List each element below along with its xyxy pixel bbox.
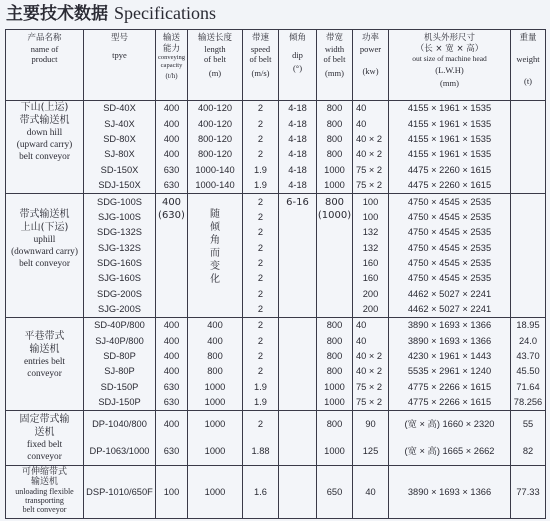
cell-weight [511, 272, 545, 285]
col-width [317, 411, 353, 466]
col-speed [243, 318, 279, 411]
col-width [317, 101, 353, 194]
col-weight [511, 466, 546, 519]
cell-width: (1000) [317, 210, 352, 222]
cell-size: (宽 × 高) 1665 × 2662 [404, 446, 495, 457]
cell-weight: 82 [522, 446, 534, 457]
cell-size: 4750 × 4545 × 2535 [407, 196, 492, 207]
cell-weight [511, 102, 545, 115]
cell-size: 4230 × 1961 × 1443 [407, 351, 492, 362]
cell-length: 随 [210, 209, 220, 221]
col-size [389, 194, 511, 318]
col-dip [279, 411, 317, 466]
cell-power: 125 [362, 446, 379, 457]
cell-power: 132 [362, 227, 379, 238]
col-length [188, 194, 243, 318]
header-weight: 重量 weight (t) [511, 30, 546, 101]
col-dip [279, 318, 317, 411]
cell-speed: 2 [257, 227, 264, 238]
header-model: 型号 tpye [84, 30, 156, 101]
cell-size: 3890 × 1693 × 1366 [407, 320, 492, 331]
cell-speed: 1.88 [251, 446, 270, 457]
cell-width: 800 [324, 197, 345, 209]
cell-size: 4475 × 2260 × 1615 [407, 180, 492, 191]
cell-weight [511, 303, 545, 316]
cell-power: 40 [356, 118, 367, 129]
cell-width: 800 [326, 366, 343, 377]
cell-length: 400 [207, 335, 223, 346]
cell-size: 4750 × 4545 × 2535 [407, 273, 492, 284]
group-name-downhill: 下山(上运) 带式输送机 down hill (upward carry) belt conveyor [6, 101, 84, 194]
cell-dip [279, 350, 316, 363]
cell-capacity: 400 [163, 351, 180, 362]
cell-speed: 2 [257, 257, 264, 268]
group-row-downhill [6, 101, 546, 194]
cell-length: 400-120 [197, 103, 233, 114]
cell-dip: 4-18 [288, 149, 307, 160]
cell-dip: 4-18 [288, 180, 307, 191]
group-row-fixed [6, 411, 546, 466]
cell-model: SD-40P/800 [94, 320, 145, 331]
col-model [84, 101, 156, 194]
cell-length: 1000 [204, 446, 226, 457]
cell-width: 1000 [324, 180, 345, 191]
cell-width: 800 [326, 335, 343, 346]
cell-length: 变 [210, 261, 220, 273]
cell-capacity: 400 [163, 335, 180, 346]
cell-power: 200 [362, 303, 379, 314]
cell-width: 1000 [324, 164, 345, 175]
cell-model: SDJ-150X [98, 180, 141, 191]
cell-capacity: 630 [163, 164, 180, 175]
header-capacity: 输送 能力 conveying capacity (t/h) [156, 30, 188, 101]
cell-capacity: 400 [163, 118, 180, 129]
cell-dip: 4-18 [288, 164, 307, 175]
cell-size: 4155 × 1961 × 1535 [407, 149, 492, 160]
col-size [389, 466, 511, 519]
col-power [353, 466, 389, 519]
cell-width: 800 [326, 133, 343, 144]
cell-weight: 43.70 [516, 351, 540, 362]
cell-power: 100 [362, 196, 379, 207]
col-capacity [156, 101, 188, 194]
cell-speed: 2 [257, 288, 264, 299]
cell-weight [511, 148, 545, 161]
cell-speed: 2 [257, 133, 264, 144]
cell-power: 90 [365, 419, 376, 430]
col-model [84, 194, 156, 318]
cell-speed: 2 [257, 273, 264, 284]
cell-speed: 2 [257, 303, 264, 314]
cell-power: 40 [356, 335, 367, 346]
cell-weight [511, 211, 545, 224]
cell-length: 1000-140 [195, 180, 235, 191]
cell-capacity: 100 [163, 486, 180, 497]
cell-speed: 1.9 [254, 381, 267, 392]
cell-model: SJG-100S [98, 211, 141, 222]
col-speed [243, 466, 279, 519]
cell-power: 75 × 2 [356, 397, 383, 408]
cell-weight: 71.64 [516, 381, 540, 392]
cell-size: 3890 × 1693 × 1366 [407, 335, 492, 346]
cell-size: 4750 × 4545 × 2535 [407, 257, 492, 268]
cell-model: SJ-40X [104, 118, 135, 129]
cell-size: 4775 × 2266 × 1615 [407, 381, 492, 392]
cell-capacity: (630) [158, 210, 185, 222]
cell-dip: 6-16 [286, 197, 309, 209]
cell-power: 132 [362, 242, 379, 253]
cell-weight [511, 242, 545, 255]
col-size [389, 411, 511, 466]
cell-width: 800 [326, 118, 343, 129]
cell-size: 4775 × 2266 × 1615 [407, 397, 492, 408]
cell-model: SD-150P [100, 381, 139, 392]
cell-width: 800 [326, 351, 343, 362]
group-row-flexible [6, 466, 546, 519]
group-name-flexible: 可伸缩带式 输送机 unloading flexible transporting belt conveyor [6, 466, 84, 519]
cell-weight [511, 196, 545, 209]
cell-model: SJ-40P/800 [95, 335, 144, 346]
cell-power: 40 × 2 [356, 149, 383, 160]
header-name: 产品名称 name of product [6, 30, 84, 101]
col-model [84, 466, 156, 519]
cell-width: 800 [326, 320, 343, 331]
cell-capacity: 630 [163, 446, 180, 457]
col-length [188, 101, 243, 194]
cell-model: SJG-200S [98, 303, 141, 314]
cell-power: 100 [362, 211, 379, 222]
cell-speed: 2 [257, 335, 264, 346]
cell-dip [279, 365, 316, 378]
cell-speed: 2 [257, 242, 264, 253]
cell-size: 5535 × 2961 × 1240 [407, 366, 492, 377]
col-speed [243, 101, 279, 194]
cell-speed: 2 [257, 103, 264, 114]
cell-power: 75 × 2 [356, 381, 383, 392]
cell-weight [511, 133, 545, 146]
page-title [6, 2, 216, 24]
cell-length: 1000 [204, 397, 226, 408]
col-speed [243, 194, 279, 318]
col-dip [279, 194, 317, 318]
cell-model: SD-40X [103, 103, 136, 114]
cell-capacity: 630 [163, 381, 180, 392]
cell-size: 4750 × 4545 × 2535 [407, 227, 492, 238]
cell-weight: 78.256 [513, 397, 543, 408]
cell-dip [279, 381, 316, 394]
cell-speed: 1.9 [254, 180, 267, 191]
cell-dip: 4-18 [288, 118, 307, 129]
col-power [353, 194, 389, 318]
col-power [353, 411, 389, 466]
cell-width: 800 [326, 149, 343, 160]
cell-model: SJG-132S [98, 242, 141, 253]
cell-model: DP-1040/800 [92, 419, 147, 430]
cell-weight: 77.33 [516, 486, 540, 497]
cell-size: 4475 × 2260 × 1615 [407, 164, 492, 175]
cell-model: SDG-100S [97, 196, 142, 207]
cell-capacity: 630 [163, 397, 180, 408]
cell-weight: 55 [522, 419, 534, 430]
col-speed [243, 411, 279, 466]
cell-power: 40 [356, 103, 367, 114]
cell-size: 4155 × 1961 × 1535 [407, 133, 492, 144]
cell-size: 4462 × 5027 × 2241 [407, 288, 492, 299]
cell-power: 40 [365, 486, 376, 497]
cell-power: 40 × 2 [356, 351, 383, 362]
col-weight [511, 318, 546, 411]
cell-speed: 1.6 [254, 486, 267, 497]
page-title-cn: 主要技术数据 [6, 4, 108, 24]
header-dip: 倾角 dip (°) [279, 30, 317, 101]
col-power [353, 101, 389, 194]
cell-width: 800 [326, 103, 343, 114]
cell-length: 800 [207, 351, 223, 362]
col-capacity [156, 411, 188, 466]
cell-capacity: 400 [161, 197, 182, 209]
cell-capacity: 400 [163, 133, 180, 144]
cell-size: 4750 × 4545 × 2535 [407, 211, 492, 222]
cell-power: 40 × 2 [356, 366, 383, 377]
col-power [353, 318, 389, 411]
col-weight [511, 411, 546, 466]
cell-weight [511, 257, 545, 270]
cell-speed: 2 [257, 196, 264, 207]
col-length [188, 466, 243, 519]
cell-weight: 45.50 [516, 366, 540, 377]
col-capacity [156, 466, 188, 519]
col-weight [511, 101, 546, 194]
cell-capacity: 400 [163, 103, 180, 114]
col-capacity [156, 318, 188, 411]
cell-weight [511, 179, 545, 192]
cell-length: 角 [210, 235, 220, 247]
cell-power: 75 × 2 [356, 180, 383, 191]
cell-length: 1000 [204, 419, 226, 430]
cell-length: 800-120 [197, 149, 233, 160]
cell-width: 800 [326, 419, 343, 430]
cell-model: SJ-80P [104, 366, 135, 377]
cell-length: 倾 [210, 222, 220, 234]
cell-dip [279, 319, 316, 332]
cell-weight [511, 288, 545, 301]
col-length [188, 318, 243, 411]
cell-power: 160 [362, 257, 379, 268]
cell-model: SDG-200S [97, 288, 142, 299]
cell-model: SD-80X [103, 133, 136, 144]
cell-capacity: 400 [163, 320, 180, 331]
cell-weight [511, 226, 545, 239]
cell-speed: 2 [257, 211, 264, 222]
cell-width: 1000 [324, 446, 345, 457]
group-name-fixed: 固定带式输 送机 fixed belt conveyor [6, 411, 84, 466]
cell-weight: 18.95 [516, 320, 540, 331]
col-capacity [156, 194, 188, 318]
col-width [317, 194, 353, 318]
cell-speed: 2 [257, 149, 264, 160]
cell-power: 75 × 2 [356, 164, 383, 175]
col-model [84, 318, 156, 411]
cell-length: 800 [207, 366, 223, 377]
cell-speed: 2 [257, 351, 264, 362]
cell-model: DSP-1010/650F [86, 486, 153, 497]
cell-model: SD-80P [103, 351, 136, 362]
cell-power: 40 × 2 [356, 133, 383, 144]
cell-power: 200 [362, 288, 379, 299]
col-length [188, 411, 243, 466]
cell-weight [511, 164, 545, 177]
cell-length: 而 [210, 248, 220, 260]
cell-width: 1000 [324, 397, 345, 408]
header-length: 输送长度 length of belt (m) [188, 30, 243, 101]
cell-speed: 2 [257, 366, 264, 377]
group-name-uphill: 带式输送机 上山(下运) uphill (downward carry) belt conveyor [6, 194, 84, 318]
cell-model: SDJ-150P [98, 397, 141, 408]
cell-width: 1000 [324, 381, 345, 392]
cell-speed: 2 [257, 419, 264, 430]
col-width [317, 318, 353, 411]
cell-dip [279, 335, 316, 348]
header-row [6, 30, 546, 101]
cell-size: (宽 × 高) 1660 × 2320 [404, 419, 495, 430]
cell-length: 800-120 [197, 133, 233, 144]
cell-dip [279, 418, 316, 431]
col-dip [279, 101, 317, 194]
cell-size: 4155 × 1961 × 1535 [407, 118, 492, 129]
cell-power: 40 [356, 320, 367, 331]
group-name-entries: 平巷带式 输送机 entries belt conveyor [6, 318, 84, 411]
cell-dip: 4-18 [288, 133, 307, 144]
cell-model: SD-150X [100, 164, 139, 175]
cell-weight: 24.0 [518, 335, 538, 346]
cell-length: 1000 [204, 486, 226, 497]
cell-size: 4462 × 5027 × 2241 [407, 303, 492, 314]
col-width [317, 466, 353, 519]
cell-width: 650 [326, 486, 343, 497]
cell-dip: 4-18 [288, 103, 307, 114]
cell-size: 3890 × 1693 × 1366 [407, 486, 492, 497]
cell-capacity: 400 [163, 149, 180, 160]
cell-capacity: 400 [163, 419, 180, 430]
cell-length: 1000 [204, 381, 226, 392]
cell-speed: 2 [257, 118, 264, 129]
cell-model: SDG-132S [97, 227, 142, 238]
col-size [389, 101, 511, 194]
cell-capacity: 630 [163, 180, 180, 191]
col-weight [511, 194, 546, 318]
group-row-entries [6, 318, 546, 411]
cell-dip [279, 396, 316, 409]
cell-length: 400-120 [197, 118, 233, 129]
cell-capacity: 400 [163, 366, 180, 377]
group-row-uphill [6, 194, 546, 318]
header-speed: 带速 speed of belt (m/s) [243, 30, 279, 101]
col-dip [279, 466, 317, 519]
cell-dip [279, 445, 316, 458]
cell-dip [279, 486, 316, 499]
cell-length: 1000-140 [195, 164, 235, 175]
cell-size: 4155 × 1961 × 1535 [407, 103, 492, 114]
page-title-en: Specifications [114, 3, 216, 23]
cell-speed: 1.9 [254, 397, 267, 408]
cell-speed: 2 [257, 320, 264, 331]
header-size: 机头外形尺寸 （长 × 宽 × 高） out size of machine head (L.W.H) (mm) [389, 30, 511, 101]
spec-table [5, 29, 546, 519]
cell-length: 400 [207, 320, 223, 331]
col-size [389, 318, 511, 411]
cell-model: SJG-160S [98, 273, 141, 284]
cell-model: SJ-80X [104, 149, 135, 160]
cell-power: 160 [362, 273, 379, 284]
header-width: 带宽 width of belt (mm) [317, 30, 353, 101]
cell-speed: 1.9 [254, 164, 267, 175]
cell-model: SDG-160S [97, 257, 142, 268]
cell-weight [511, 118, 545, 131]
header-power: 功率 power (kw) [353, 30, 389, 101]
col-model [84, 411, 156, 466]
cell-size: 4750 × 4545 × 2535 [407, 242, 492, 253]
cell-length: 化 [210, 274, 220, 286]
cell-model: DP-1063/1000 [89, 446, 150, 457]
